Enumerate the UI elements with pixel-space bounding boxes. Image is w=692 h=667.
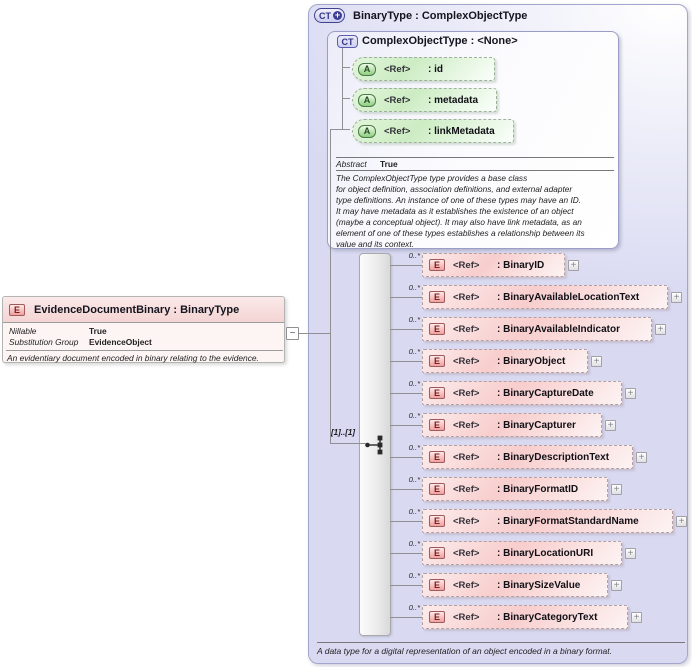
expand-icon[interactable]: + bbox=[625, 548, 636, 559]
element-row bbox=[390, 509, 687, 533]
expand-icon[interactable]: + bbox=[591, 356, 602, 367]
attribute-name: : linkMetadata bbox=[428, 125, 495, 137]
element-badge: E bbox=[429, 323, 445, 335]
element-row bbox=[390, 317, 666, 341]
type-description: A data type for a digital representation of an object encoded in a binary format. bbox=[317, 646, 613, 656]
element-badge: E bbox=[429, 483, 445, 495]
element-binaryformatid[interactable] bbox=[422, 477, 608, 501]
complex-type-badge bbox=[314, 8, 345, 23]
element-ref: <Ref> bbox=[453, 259, 480, 271]
connector-line bbox=[390, 585, 422, 586]
divider bbox=[317, 642, 685, 643]
element-ref: <Ref> bbox=[453, 547, 480, 559]
element-ref: <Ref> bbox=[453, 291, 480, 303]
expand-icon[interactable]: + bbox=[671, 292, 682, 303]
facet-value: True bbox=[380, 159, 398, 169]
property-value: EvidenceObject bbox=[89, 337, 152, 347]
property-value: True bbox=[89, 326, 107, 336]
element-cardinality: 0..* bbox=[408, 251, 420, 260]
element-badge: E bbox=[429, 419, 445, 431]
element-row bbox=[390, 605, 642, 629]
element-cardinality: 0..* bbox=[408, 379, 420, 388]
connector-line bbox=[390, 521, 422, 522]
element-binaryid[interactable] bbox=[422, 253, 565, 277]
element-ref: <Ref> bbox=[453, 611, 480, 623]
element-cardinality: 0..* bbox=[408, 283, 420, 292]
element-ref: <Ref> bbox=[453, 451, 480, 463]
element-name: : BinaryDescriptionText bbox=[497, 451, 610, 463]
element-name: : BinaryLocationURI bbox=[497, 547, 594, 559]
element-badge: E bbox=[429, 579, 445, 591]
attribute-badge: A bbox=[358, 125, 376, 138]
expand-icon[interactable]: + bbox=[631, 612, 642, 623]
sequence-cardinality: [1]..[1] bbox=[331, 428, 355, 437]
attribute-row bbox=[352, 88, 497, 112]
element-binarysizevalue[interactable] bbox=[422, 573, 608, 597]
element-row bbox=[390, 445, 647, 469]
facet-label: Abstract bbox=[336, 159, 367, 169]
connector-line bbox=[390, 361, 422, 362]
element-name: : BinaryCategoryText bbox=[497, 611, 598, 623]
expand-icon[interactable]: + bbox=[605, 420, 616, 431]
element-cardinality: 0..* bbox=[408, 443, 420, 452]
element-badge: E bbox=[429, 387, 445, 399]
connector-line bbox=[299, 333, 330, 334]
element-row bbox=[390, 413, 616, 437]
connector-line bbox=[390, 489, 422, 490]
element-badge: E bbox=[429, 451, 445, 463]
connector-line bbox=[390, 297, 422, 298]
element-row bbox=[390, 477, 622, 501]
element-binaryavailablelocationtext[interactable] bbox=[422, 285, 668, 309]
sequence-icon bbox=[364, 434, 388, 456]
element-row bbox=[390, 349, 602, 373]
attribute-name: : id bbox=[428, 63, 443, 75]
element-badge: E bbox=[429, 259, 445, 271]
attribute-ref: <Ref> bbox=[384, 94, 411, 106]
divider bbox=[336, 170, 614, 171]
element-name: : BinaryID bbox=[497, 259, 545, 271]
connector-line bbox=[342, 98, 350, 99]
element-cardinality: 0..* bbox=[408, 539, 420, 548]
attribute-badge: A bbox=[358, 63, 376, 76]
element-badge: E bbox=[429, 515, 445, 527]
connector-line bbox=[390, 457, 422, 458]
divider bbox=[6, 350, 283, 351]
element-row bbox=[390, 541, 636, 565]
element-cardinality: 0..* bbox=[408, 347, 420, 356]
attribute-badge: A bbox=[358, 94, 376, 107]
type-box-header bbox=[314, 8, 527, 23]
element-ref: <Ref> bbox=[453, 419, 480, 431]
connector-line bbox=[330, 129, 331, 443]
expand-icon[interactable]: + bbox=[676, 516, 687, 527]
connector-line bbox=[390, 329, 422, 330]
element-binarycapturer[interactable] bbox=[422, 413, 602, 437]
element-row bbox=[390, 381, 636, 405]
connector-line bbox=[390, 553, 422, 554]
element-name: : BinaryAvailableLocationText bbox=[497, 291, 640, 303]
connector-line bbox=[330, 129, 350, 130]
element-badge: E bbox=[429, 547, 445, 559]
base-type-box-complexobjecttype bbox=[327, 31, 619, 249]
element-name: : BinaryAvailableIndicator bbox=[497, 323, 620, 335]
connector-line bbox=[390, 425, 422, 426]
attribute-ref: <Ref> bbox=[384, 63, 411, 75]
element-ref: <Ref> bbox=[453, 323, 480, 335]
element-badge: E bbox=[429, 611, 445, 623]
element-cardinality: 0..* bbox=[408, 603, 420, 612]
element-binaryavailableindicator[interactable] bbox=[422, 317, 652, 341]
element-binarycategorytext[interactable] bbox=[422, 605, 628, 629]
element-cardinality: 0..* bbox=[408, 475, 420, 484]
sequence-group-bar[interactable] bbox=[359, 253, 391, 636]
element-badge: E bbox=[9, 304, 25, 316]
element-cardinality: 0..* bbox=[408, 507, 420, 516]
complex-type-badge-label: CT bbox=[319, 10, 331, 21]
element-name: : BinaryCapturer bbox=[497, 419, 576, 431]
element-cardinality: 0..* bbox=[408, 571, 420, 580]
attribute-ref: <Ref> bbox=[384, 125, 411, 137]
element-row bbox=[390, 285, 682, 309]
connector-line bbox=[342, 48, 343, 129]
attribute-row bbox=[352, 119, 514, 143]
element-name: : BinaryFormatID bbox=[497, 483, 579, 495]
connector-line bbox=[390, 617, 422, 618]
element-name: : BinarySizeValue bbox=[497, 579, 581, 591]
type-box-title: BinaryType : ComplexObjectType bbox=[353, 9, 528, 22]
element-binarylocationuri[interactable] bbox=[422, 541, 622, 565]
element-box-evidencedocumentbinary[interactable] bbox=[2, 296, 285, 363]
element-name: : BinaryObject bbox=[497, 355, 566, 367]
element-description: An evidentiary document encoded in binary relating to the evidence. bbox=[7, 353, 259, 363]
property-label: Substitution Group bbox=[9, 337, 79, 347]
element-box-header bbox=[3, 297, 284, 323]
expand-icon[interactable]: + bbox=[611, 484, 622, 495]
element-binarydescriptiontext[interactable] bbox=[422, 445, 633, 469]
property-label: Nillable bbox=[9, 326, 37, 336]
element-ref: <Ref> bbox=[453, 355, 480, 367]
expand-icon[interactable]: + bbox=[655, 324, 666, 335]
expand-icon[interactable]: + bbox=[611, 580, 622, 591]
element-badge: E bbox=[429, 291, 445, 303]
collapse-icon[interactable]: − bbox=[286, 327, 299, 340]
element-binarycapturedate[interactable] bbox=[422, 381, 622, 405]
element-box-title: EvidenceDocumentBinary : BinaryType bbox=[34, 303, 240, 316]
attribute-metadata[interactable] bbox=[352, 88, 497, 112]
base-type-description: The ComplexObjectType type provides a base class for object definition, association definitions, and external adapter type definitions. An instance of one of these types may have an ID. It may have metadata as it establishes the existence of an object (maybe a conceptual object). It may also have link metadata, as an element of one of these types establishes a relationship between its value and its context. bbox=[336, 173, 585, 249]
element-cardinality: 0..* bbox=[408, 315, 420, 324]
element-ref: <Ref> bbox=[453, 483, 480, 495]
connector-line bbox=[330, 443, 366, 444]
element-ref: <Ref> bbox=[453, 579, 480, 591]
element-row bbox=[390, 253, 579, 277]
connector-line bbox=[342, 67, 350, 68]
element-badge: E bbox=[429, 355, 445, 367]
element-name: : BinaryCaptureDate bbox=[497, 387, 594, 399]
element-binaryobject[interactable] bbox=[422, 349, 588, 373]
attribute-linkmetadata[interactable] bbox=[352, 119, 514, 143]
attribute-id[interactable] bbox=[352, 57, 495, 81]
expand-icon[interactable]: + bbox=[625, 388, 636, 399]
plus-icon[interactable]: + bbox=[334, 10, 341, 20]
divider bbox=[336, 157, 614, 158]
attribute-row bbox=[352, 57, 495, 81]
complex-type-badge: CT bbox=[337, 35, 358, 48]
element-cardinality: 0..* bbox=[408, 411, 420, 420]
element-ref: <Ref> bbox=[453, 515, 480, 527]
connector-line bbox=[390, 265, 422, 266]
base-type-title: ComplexObjectType : <None> bbox=[362, 35, 518, 47]
element-ref: <Ref> bbox=[453, 387, 480, 399]
element-row bbox=[390, 573, 622, 597]
connector-line bbox=[390, 393, 422, 394]
expand-icon[interactable]: + bbox=[568, 260, 579, 271]
element-name: : BinaryFormatStandardName bbox=[497, 515, 639, 527]
element-binaryformatstandardname[interactable] bbox=[422, 509, 673, 533]
expand-icon[interactable]: + bbox=[636, 452, 647, 463]
attribute-name: : metadata bbox=[428, 94, 479, 106]
